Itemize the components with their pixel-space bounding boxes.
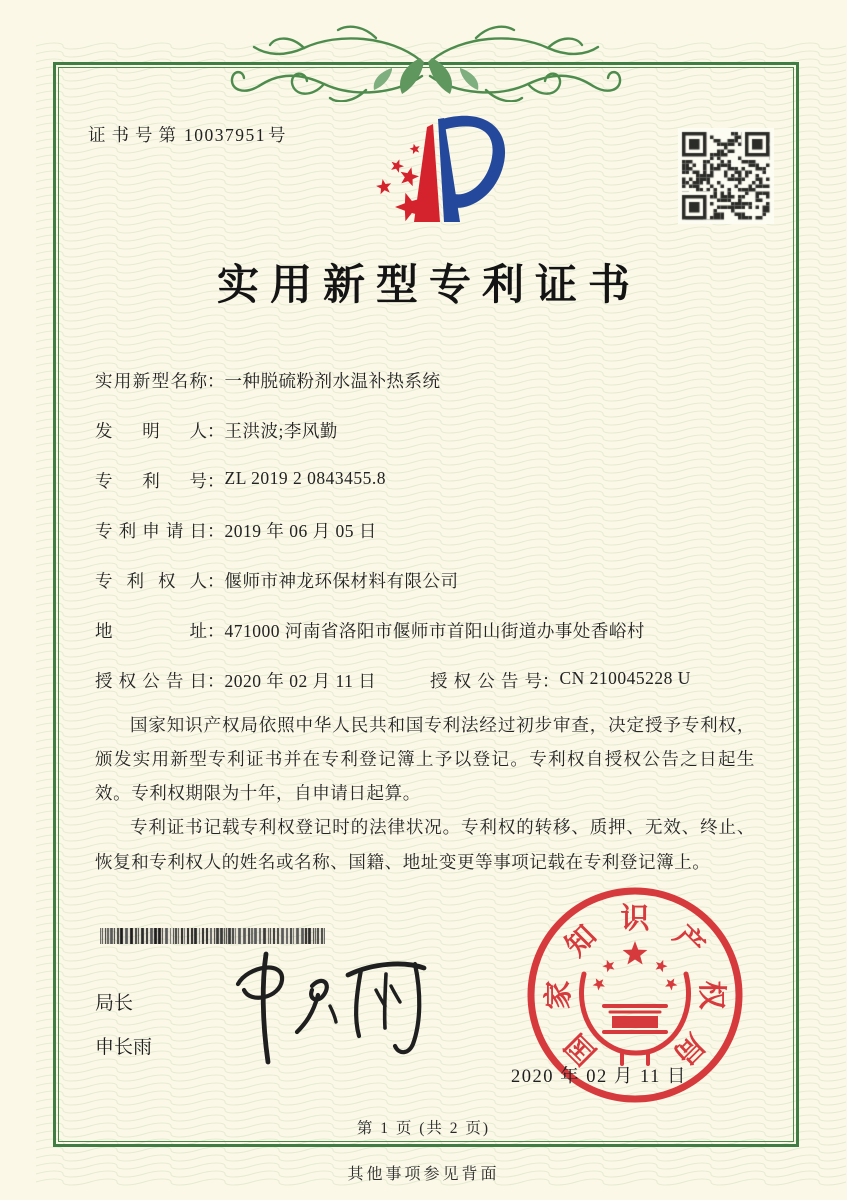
svg-text:权: 权 bbox=[695, 980, 727, 1010]
field-colon: ： bbox=[207, 371, 225, 391]
seal-date: 2020 年 02 月 11 日 bbox=[511, 1067, 687, 1087]
field-value: 471000 河南省洛阳市偃师市首阳山街道办事处香峪村 bbox=[224, 621, 645, 641]
certificate-number-value: 10037951 bbox=[184, 125, 266, 145]
svg-text:国: 国 bbox=[559, 1027, 603, 1071]
svg-text:知: 知 bbox=[559, 919, 603, 963]
certificate-number-suffix: 号 bbox=[268, 125, 292, 145]
page-number: 第 1 页 (共 2 页) bbox=[356, 1120, 491, 1137]
certificate-number-prefix: 证书号第 bbox=[88, 125, 182, 145]
field-value: 偃师市神龙环保材料有限公司 bbox=[224, 571, 459, 591]
field-row-name bbox=[95, 368, 755, 418]
field-value: 2019 年 06 月 05 日 bbox=[224, 521, 377, 541]
field-value: CN 210045228 U bbox=[559, 668, 691, 688]
legal-paragraph-1: 国家知识产权局依照中华人民共和国专利法经过初步审查，决定授予专利权，颁发实用新型专利证书并在专利登记簿上予以登记。专利权自授权公告之日起生效。专利权期限为十年，自申请日起算。 bbox=[95, 715, 755, 804]
svg-text:家: 家 bbox=[543, 980, 575, 1010]
field-value: 一种脱硫粉剂水温补热系统 bbox=[224, 371, 441, 391]
svg-text:识: 识 bbox=[620, 903, 650, 935]
director-title: 局长 bbox=[95, 993, 134, 1014]
field-label: 地址 bbox=[95, 621, 207, 641]
certificate-number bbox=[88, 122, 292, 147]
field-label: 专利权人 bbox=[95, 571, 207, 591]
legal-paragraph-2: 专利证书记载专利权登记时的法律状况。专利权的转移、质押、无效、终止、恢复和专利权人的姓名或名称、国籍、地址变更等事项记载在专利登记簿上。 bbox=[95, 817, 755, 872]
field-colon: ： bbox=[207, 471, 225, 491]
field-row-patentee bbox=[95, 568, 755, 618]
field-value: 2020 年 02 月 11 日 bbox=[224, 671, 377, 691]
field-colon: ： bbox=[207, 421, 225, 441]
cnipa-logo-icon bbox=[342, 106, 542, 238]
back-side-note: 其他事项参见背面 bbox=[347, 1166, 500, 1183]
field-row-filing-date bbox=[95, 518, 755, 568]
field-row-inventor bbox=[95, 418, 755, 468]
field-colon: ： bbox=[542, 671, 560, 691]
signoff-block bbox=[95, 988, 152, 1059]
field-value: ZL 2019 2 0843455.8 bbox=[224, 468, 386, 488]
field-label: 专利申请日 bbox=[95, 521, 207, 541]
field-colon: ： bbox=[207, 571, 225, 591]
field-label: 授权公告号 bbox=[430, 671, 542, 691]
field-colon: ： bbox=[207, 521, 225, 541]
field-label: 授权公告日 bbox=[95, 671, 207, 691]
legal-body-text bbox=[95, 708, 755, 879]
svg-text:局: 局 bbox=[667, 1027, 711, 1071]
field-colon: ： bbox=[207, 621, 225, 641]
patent-fields bbox=[95, 368, 755, 718]
field-row-patent-number bbox=[95, 468, 755, 518]
director-signature bbox=[218, 942, 458, 1067]
svg-text:产: 产 bbox=[667, 919, 711, 963]
qr-code bbox=[678, 128, 774, 224]
grant-number-pair bbox=[430, 668, 691, 693]
director-name: 申长雨 bbox=[95, 1037, 153, 1058]
field-colon: ： bbox=[207, 671, 225, 691]
field-label: 专利号 bbox=[95, 471, 207, 491]
field-value: 王洪波;李风勤 bbox=[224, 421, 338, 441]
field-label: 实用新型名称 bbox=[95, 371, 207, 391]
field-row-address bbox=[95, 618, 755, 668]
certificate-title: 实用新型专利证书 bbox=[216, 263, 641, 309]
field-label: 发明人 bbox=[95, 421, 207, 441]
